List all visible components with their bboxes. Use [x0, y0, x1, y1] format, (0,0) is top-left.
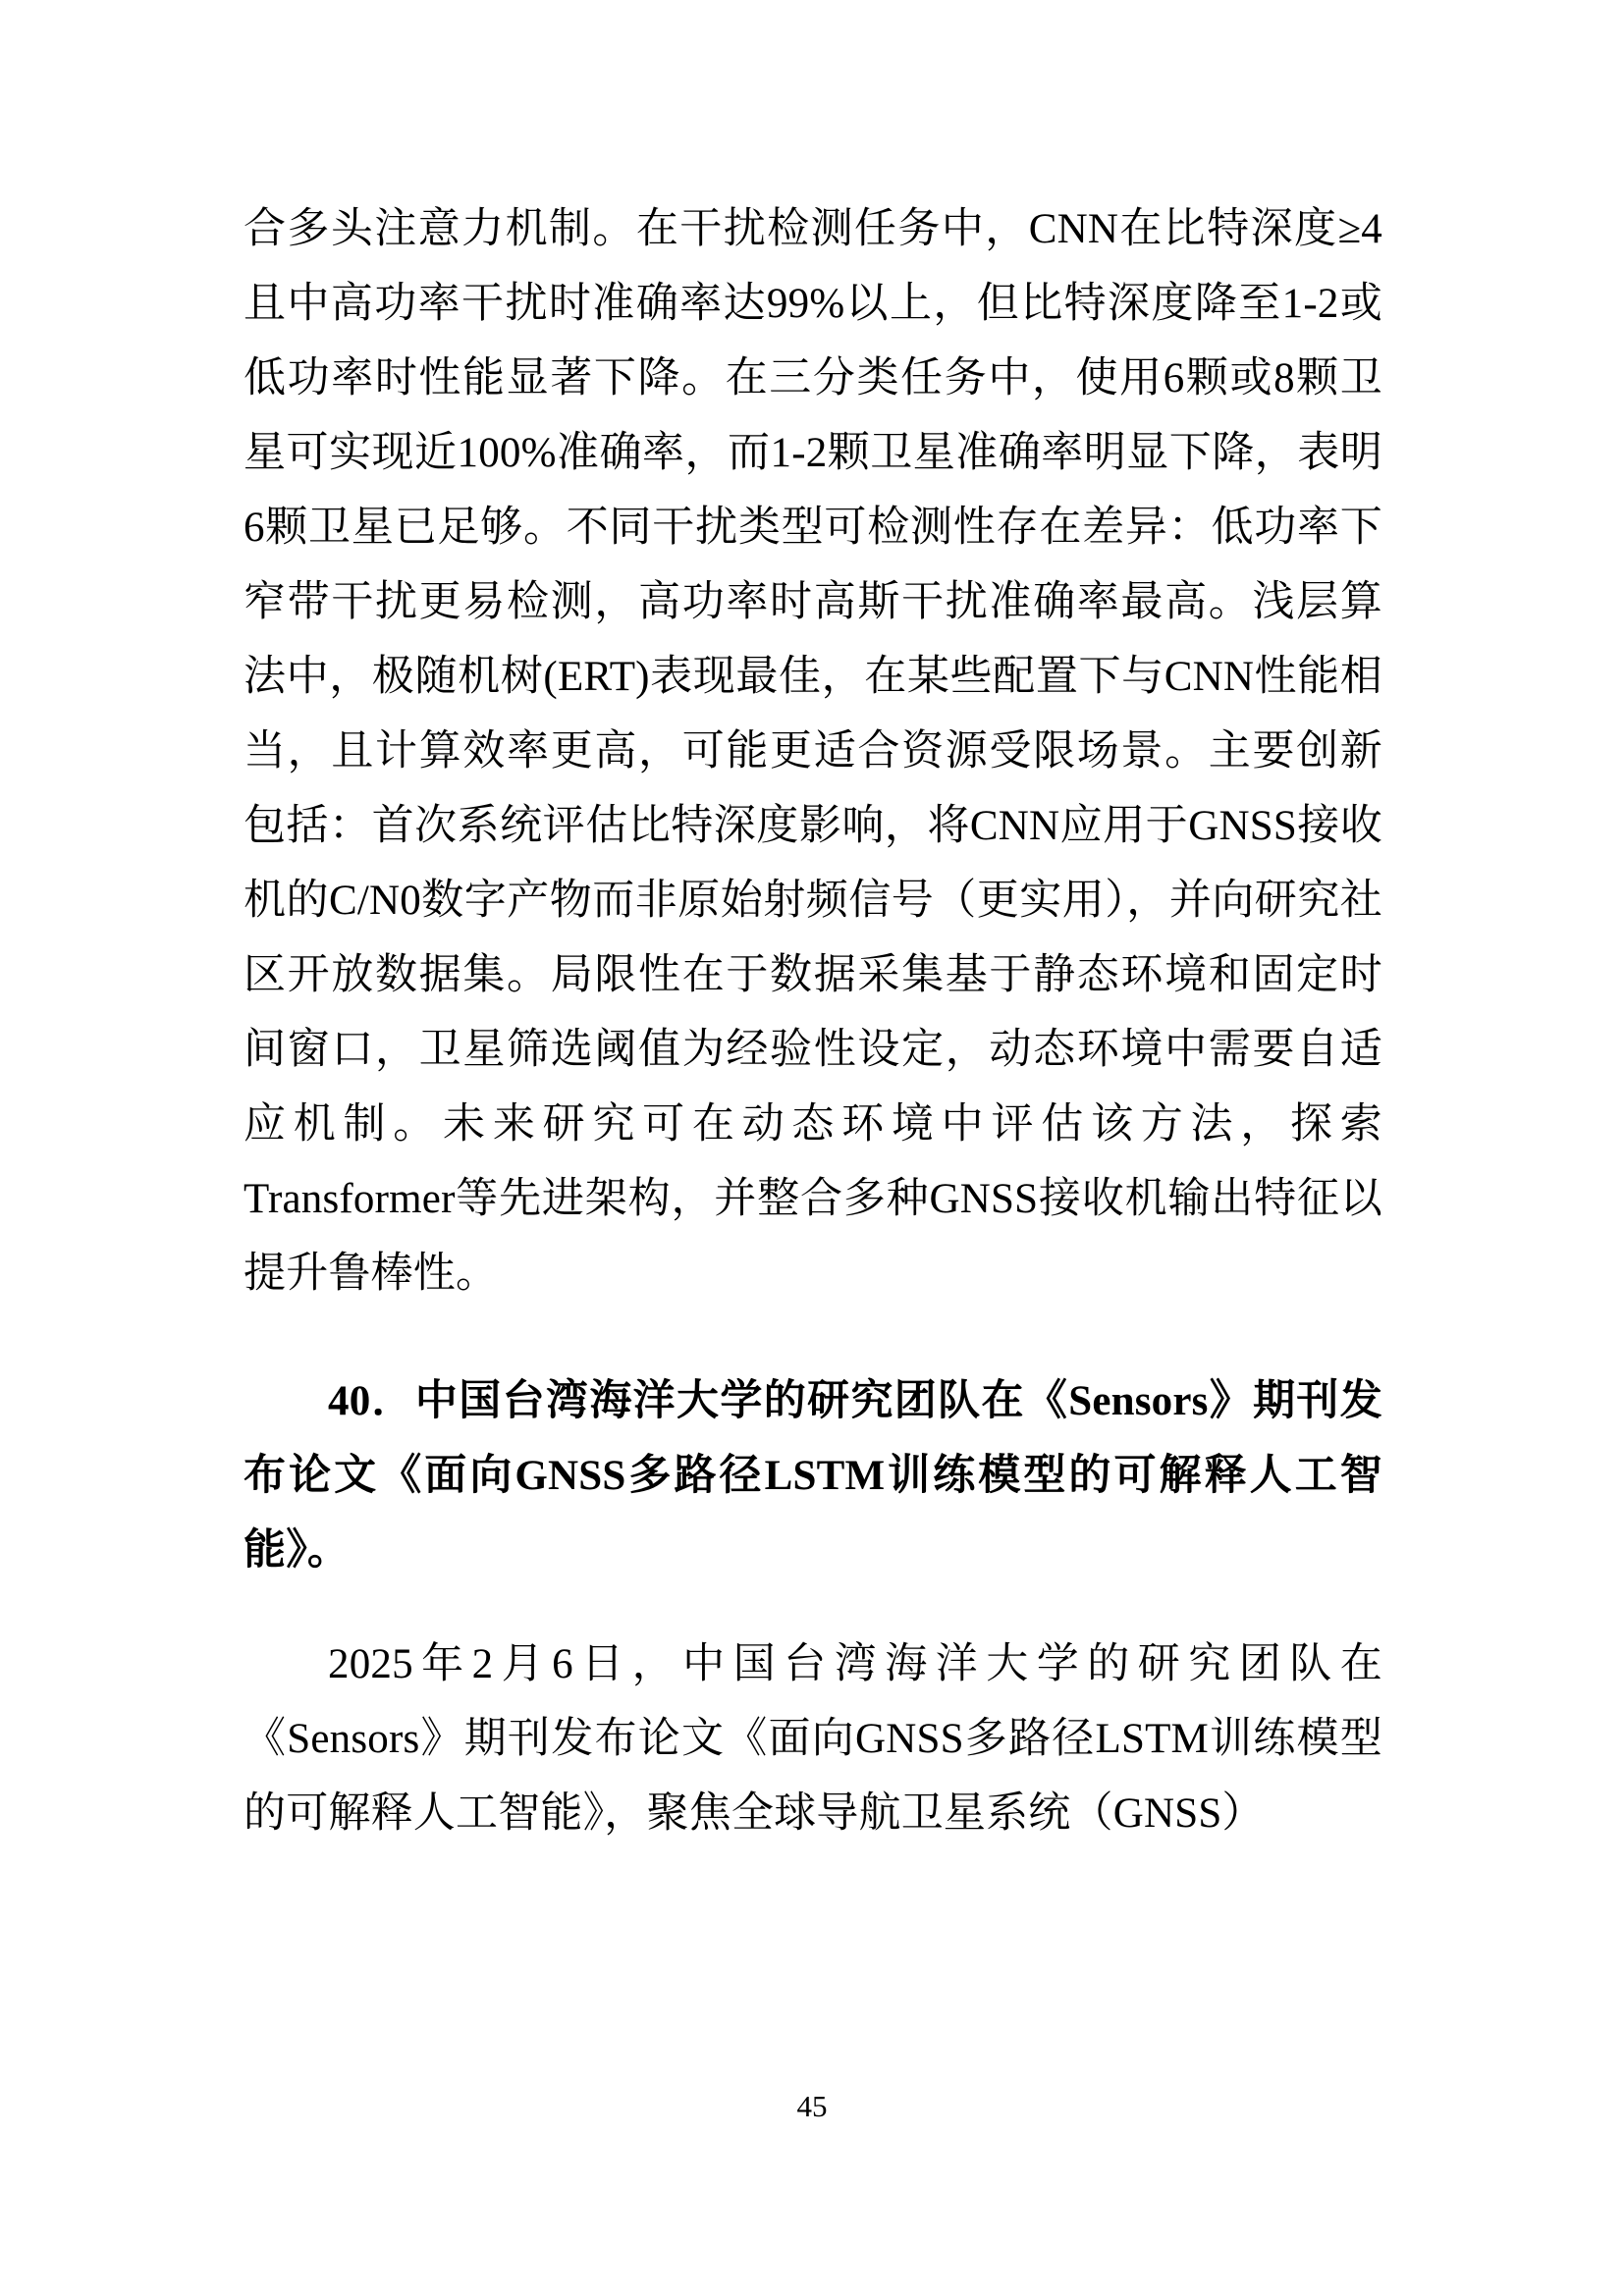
page-content: [244, 192, 1382, 1851]
paragraph-continuation: 合多头注意力机制。在干扰检测任务中，CNN在比特深度≥4且中高功率干扰时准确率达99%以上，但比特深度降至1-2或低功率时性能显著下降。在三分类任务中，使用6颗或8颗卫星可实现近100%准确率，而1-2颗卫星准确率明显下降，表明6颗卫星已足够。不同干扰类型可检测性存在差异：低功率下窄带干扰更易检测，高功率时高斯干扰准确率最高。浅层算法中，极随机树(ERT)表现最佳，在某些配置下与CNN性能相当，且计算效率更高，可能更适合资源受限场景。主要创新包括：首次系统评估比特深度影响，将CNN应用于GNSS接收机的C/N0数字产物而非原始射频信号（更实用），并向研究社区开放数据集。局限性在于数据采集基于静态环境和固定时间窗口，卫星筛选阈值为经验性设定，动态环境中需要自适应机制。未来研究可在动态环境中评估该方法，探索Transformer等先进架构，并整合多种GNSS接收机输出特征以提升鲁棒性。: [244, 206, 1382, 1297]
paragraph-section-40-body: 2025年2月6日，中国台湾海洋大学的研究团队在《Sensors》期刊发布论文《面向GNSS多路径LSTM训练模型的可解释人工智能》，聚焦全球导航卫星系统（GNSS）: [244, 1641, 1382, 1837]
page-number: 45: [796, 2089, 828, 2123]
section-heading-40: 40．中国台湾海洋大学的研究团队在《Sensors》期刊发布论文《面向GNSS多路径LSTM训练模型的可解释人工智能》。: [244, 1378, 1382, 1574]
